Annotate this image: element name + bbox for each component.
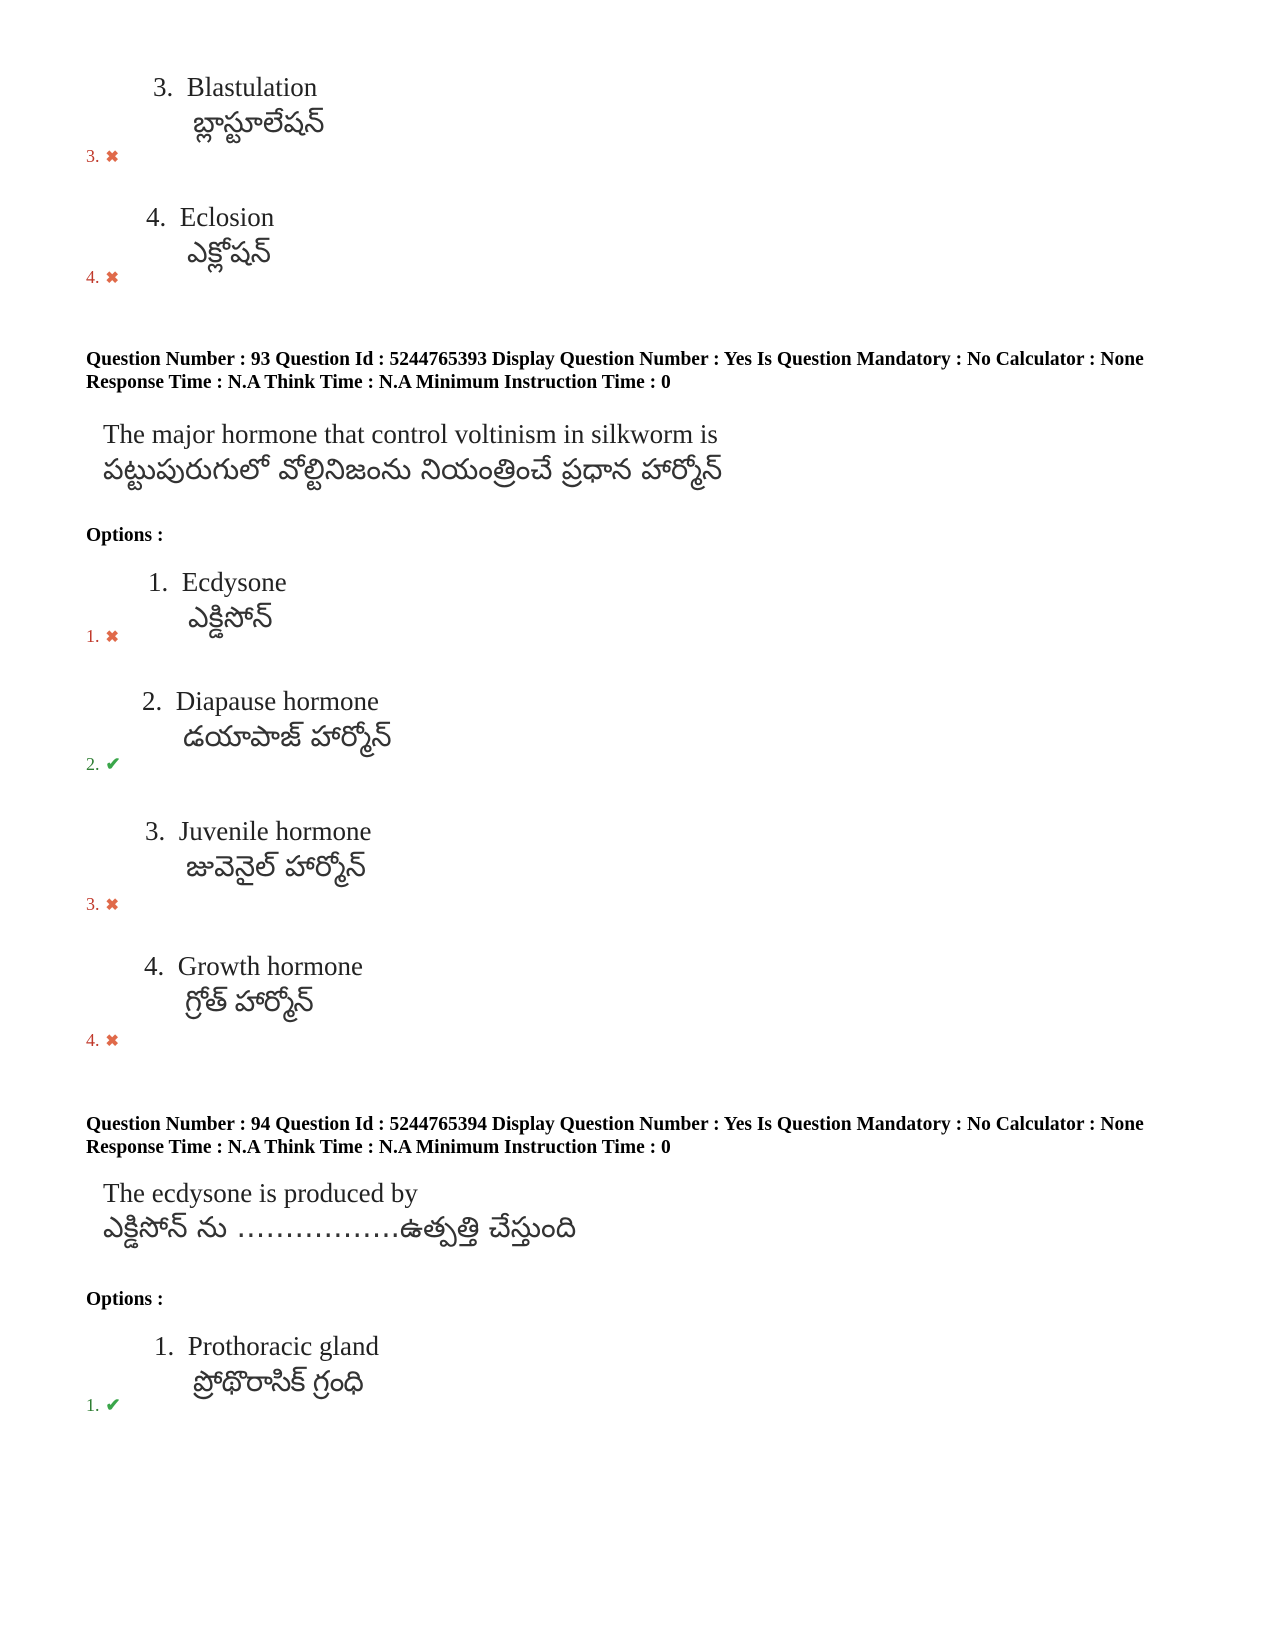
option-mark: 2. ✔ (86, 754, 121, 774)
option-telugu: బ్లాస్టూలేషన్ (193, 105, 325, 139)
option-english: 3. Juvenile hormone (145, 816, 372, 846)
cross-icon: ✖ (105, 270, 119, 287)
question-text-english: The major hormone that control voltinism in silkworm is (103, 419, 718, 449)
option-mark: 3. ✖ (86, 146, 119, 166)
option-english: 4. Growth hormone (144, 951, 363, 981)
option-english: 2. Diapause hormone (142, 686, 379, 716)
option-mark: 1. ✖ (86, 626, 119, 646)
option-english: 3. Blastulation (153, 72, 318, 102)
option-telugu: గ్రోత్ హార్మోన్ (185, 984, 313, 1018)
cross-icon: ✖ (105, 897, 119, 914)
option-telugu: ఎక్డిసోన్ (188, 600, 273, 634)
cross-icon: ✖ (105, 1033, 119, 1050)
option-telugu: ఎక్లోషన్ (187, 235, 272, 269)
option-mark: 3. ✖ (86, 894, 119, 914)
option-mark: 4. ✖ (86, 1030, 119, 1050)
option-english: 1. Ecdysone (148, 567, 287, 597)
option-mark: 4. ✖ (86, 267, 119, 287)
option-telugu: ప్రోథొరాసిక్ గ్రంధి (193, 1364, 363, 1398)
option-english: 1. Prothoracic gland (154, 1331, 379, 1361)
option-mark: 1. ✔ (86, 1395, 121, 1415)
question-text-english: The ecdysone is produced by (103, 1178, 418, 1208)
option-english: 4. Eclosion (146, 202, 275, 232)
check-icon: ✔ (105, 754, 121, 774)
option-telugu: డయాపాజ్ హార్మోన్ (183, 719, 392, 753)
options-label: Options : (86, 525, 164, 546)
option-telugu: జువెనైల్ హార్మోన్ (186, 849, 366, 883)
cross-icon: ✖ (105, 629, 119, 646)
question-text-telugu: పట్టుపురుగులో వోల్టినిజంను నియంత్రించే ప్రధాన హార్మోన్ (103, 452, 723, 486)
options-label: Options : (86, 1289, 164, 1310)
question-text-telugu: ఎక్డిసోన్ ను ……………..ఉత్పత్తి చేస్తుంది (103, 1210, 577, 1244)
check-icon: ✔ (105, 1395, 121, 1415)
cross-icon: ✖ (105, 149, 119, 166)
question-meta: Question Number : 94 Question Id : 5244765394 Display Question Number : Yes Is Question Mandatory : No Calculator : None Response Time : N.A Think Time : N.A Minimum Instruction Time : 0 (86, 1114, 1144, 1158)
question-meta: Question Number : 93 Question Id : 5244765393 Display Question Number : Yes Is Question Mandatory : No Calculator : None Response Time : N.A Think Time : N.A Minimum Instruction Time : 0 (86, 349, 1144, 393)
